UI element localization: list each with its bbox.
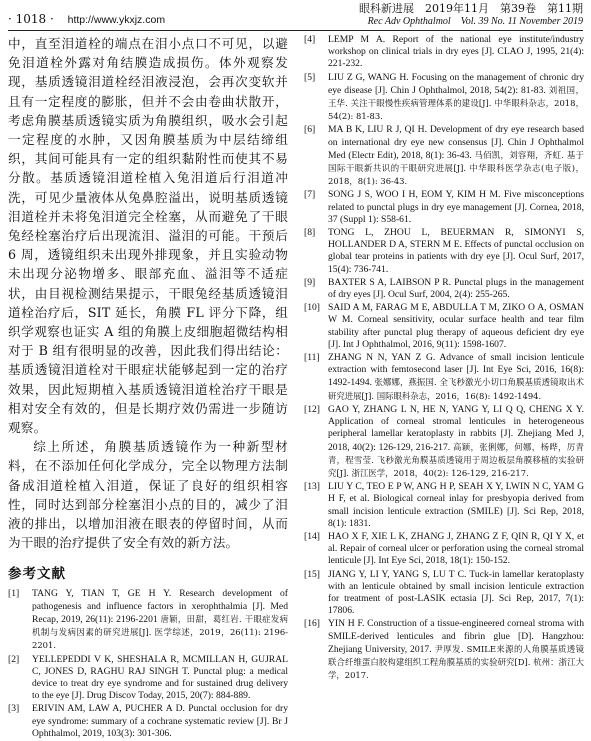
reference-text-cn: 刘祖国，王华. 关注干眼慢性疾病管理体系的建设[J]. 中华眼科杂志，2018，54(2): 81-83. [328,84,584,122]
reference-text [328,404,584,480]
article-body [8,34,288,552]
reference-text [328,352,584,403]
reference-text [328,34,584,71]
reference-number: [15] [304,568,320,580]
reference-item [304,189,584,226]
reference-text [328,481,584,530]
reference-text-en: LEMP M A. Report of the national eye institute/industry workshop on clinical trials in dry eyes [J]. CLAO J, 1995, 21(4): 221-232. [328,34,584,70]
reference-number: [13] [304,481,320,493]
reference-number: [2] [8,653,20,665]
left-column [8,34,288,741]
reference-text [328,531,584,568]
reference-text [328,569,584,618]
reference-number: [5] [304,71,316,83]
body-paragraph-2: 综上所述，角膜基质透镜作为一种新型材料，在不添加任何化学成分，完全以物理方法制备成泪道栓植入泪道，保证了良好的组织相容性，同时达到部分栓塞泪小点的目的，减少了泪液的排出，以增加泪液在眼表的停留时间，从而为干眼的治疗提供了安全有效的新方法。 [8,439,288,551]
journal-title-en: Rec Adv Ophthalmol Vol. 39 No. 11 November 2019 [367,16,583,27]
reference-text-cn: 尹厚发. SMILE来源的人角膜基质透镜联合纤维蛋白胶构建组织工程角膜基质的实验研究[D]. 杭州：浙江大学，2017. [328,643,584,681]
reference-item [8,588,288,652]
reference-text-en: LIU Y C, TEO E P W, ANG H P, SEAH X Y, LWIN N C, YAM G H F, et al. Biological corneal inlay for presbyopia derived from small incision lenticule extraction (SMILE) [J]. Sci Rep, 2018, 8(1): 1831. [328,481,584,529]
reference-number: [14] [304,530,320,542]
reference-number: [3] [8,703,20,715]
reference-text-en: ZHANG N N, YAN Z G. Advance of small incision lenticule extraction with femtosecond laser [J]. Int Eye Sci, 2016, 16(8): 1492-1494. [328,352,584,389]
reference-item [304,72,584,124]
journal-url[interactable]: http://www.ykxjz.com [67,14,166,26]
reference-item [304,569,584,618]
reference-text [328,72,584,124]
reference-number: [6] [304,124,316,136]
page-number: · 1018 · [8,12,54,26]
reference-text-en: SONG J S, WOO I H, EOM Y, KIM H M. Five misconceptions related to punctal plugs in dry eye management [J]. Cornea, 2018, 37 (Suppl 1): S58-61. [328,189,584,225]
reference-text-cn: 张娜娜，燕振国. 全飞秒激光小切口角膜基质透镜取出术研究进展[J]. 国际眼科杂志，2016，16(8): 1492-1494. [328,377,584,401]
reference-text-en: SAID A M, FARAG M E, ABDULLA T M, ZIKO O A, OSMAN W M. Corneal sensitivity, ocular surface health and tear film stability after punctal plug therapy of aqueous deficient dry eye [J]. Int J Ophthalmol, 2016, 9(11): 1598-1607. [328,302,584,350]
reference-number: [12] [304,403,320,415]
header-right [359,2,583,28]
body-paragraph-1: 中，直至泪道栓的端点在泪小点口不可见，以避免泪道栓外露对角结膜造成损伤。体外观察发现，基质透镜泪道栓经泪液浸泡，会再次变软并且有一定程度的膨胀，但并不会由卷曲状散开，考虑角膜基质透镜实质为角膜组织，吸水会引起一定程度的水肿，又因角膜基质为中层结缔组织，其间可能具有一定的组织黏附性而使其不易分散。基质透镜泪道栓植入兔泪道后行泪道冲洗，可见少量液体从兔鼻腔溢出，说明基质透镜泪道栓并未将兔泪道完全栓塞，从而避免了干眼兔经栓塞治疗后出现流泪、溢泪的可能。干预后 6 周，透镜组织未出现外排现象，并且实验动物未出现分泌物增多、眼部充血、溢泪等不适症状，由目视检测结果提示，干眼兔经基质透镜泪道栓治疗后，SIT 延长，角膜 FL 评分下降，组织学观察也证实 A 组的角膜上皮细胞超微结构相对于 B 组有很明显的改善，因此我们得出结论：基质透镜泪道栓对干眼症状能够起到一定的治疗效果，因此短期植入基质透镜泪道栓治疗干眼是相对安全有效的，但是长期疗效仍需进一步随访观察。 [8,36,288,436]
reference-text-en: JIANG Y, LI Y, YANG S, LU T C. Tuck-in lamellar keratoplasty with an lenticule obtained by small incision lenticule extraction for treatment of post-LASIK ectasia [J]. Sci Rep, 2017, 7(1): 17806. [328,568,584,617]
reference-item [304,481,584,530]
reference-text [32,703,288,740]
reference-number: [10] [304,302,320,314]
reference-text [328,227,584,276]
reference-item [304,531,584,568]
reference-text-en: YIN H F. Construction of a tissue-engineered corneal stroma with SMILE-derived lenticules and fibrin glue [D]. Hangzhou: Zhejiang University, 2017. [328,618,584,655]
reference-text-en: GAO Y, ZHANG L N, HE N, YANG Y, LI Q Q, CHENG X Y. Application of corneal stromal lenticules in heterogeneous peripheral lamellar keratoplasty in rabbits [J]. Zhejiang Med J, 2018, 40(2): 126-129, 216-217. [328,403,584,453]
references-heading: 参考文献 [8,566,66,583]
header-left [8,12,165,26]
reference-item [304,277,584,301]
reference-text-en: YELLEPEDDI V K, SHESHALA R, MCMILLAN H, GUJRAL C, JONES D, RAGHU RAJ SINGH T. Punctal plug: a medical device to treat dry eye syndrome and for sustained drug delivery to the eye [J]. Drug Discov Today, 2015, 20(7): 884-889. [32,653,288,702]
page-header [0,0,591,30]
reference-item [304,352,584,403]
reference-text-en: BAXTER S A, LAIBSON P R. Punctal plugs in the management of dry eyes [J]. Ocul Surf, 2004, 2(4): 255-265. [328,276,584,301]
right-column [304,34,584,683]
header-rule [8,30,583,31]
reference-text-en: TANG Y, TIAN T, GE H Y. Research development of pathogenesis and influence factors in xerophthalmia [J]. Med Recap, 2019, 26(11): 2196-2201 [32,588,288,625]
reference-text-en: TONG L, ZHOU L, BEUERMAN R, SIMONYI S, HOLLANDER D A, STERN M E. Effects of punctal occlusion on global tear proteins in patients with dry eye [J]. Ocul Surf, 2017, 15(4): 736-741. [328,227,584,275]
reference-item [304,302,584,351]
reference-text-en: ERIVIN AM, LAW A, PUCHER A D. Punctal occlusion for dry eye syndrome: summary of a cochrane systematic review [J]. Br J Ophthalmol, 2019, 103(3): 301-306. [32,703,288,739]
journal-title-cn: 眼科新进展 2019年11月 第39卷 第11期 [359,2,583,15]
reference-text-cn: 唐颖，田甜，葛红岩. 干眼症发病机制与发病因素的研究进展[J]. 医学综述，2019，26(11): 2196-2201. [32,613,289,651]
reference-number: [11] [304,352,320,364]
reference-text [32,588,288,652]
reference-item [304,34,584,71]
reference-number: [1] [8,588,20,600]
reference-text [328,124,584,188]
reference-item [8,703,288,740]
reference-item [304,404,584,480]
reference-number: [8] [304,227,316,239]
reference-text-cn: 马佰凯，刘容翔，齐虹. 基于国际干眼新共识的干眼研究进展[J]. 中华眼科医学杂志(电子版)，2018，8(1): 36-43. [328,149,584,187]
reference-number: [9] [304,276,316,288]
reference-text-en: HAO X F, XIE L K, ZHANG J, ZHANG Z F, QIN R, QI Y X, et al. Repair of corneal ulcer or perforation using the corneal stromal lenticule [J]. Int Eye Sci, 2018, 18(1): 150-152. [328,530,584,567]
reference-text [328,189,584,226]
reference-item [304,124,584,188]
reference-number: [16] [304,618,320,630]
reference-text [328,277,584,301]
reference-number: [4] [304,34,316,45]
reference-number: [7] [304,189,316,201]
reference-list-right [304,34,584,682]
reference-text [328,302,584,351]
reference-text-cn: 高颖，张俐娜，何娜，杨晔，厉青青，程雪莹. 飞秒激光角膜基质透镜用于周边板层角膜移植的实验研究[J]. 浙江医学，2018，40(2): 126-129, 216-217. [328,441,584,478]
reference-text-en: LIU Z G, WANG H. Focusing on the management of chronic dry eye disease [J]. Chin J Ophthalmol, 2018, 54(2): 81-83. [328,71,584,96]
reference-item [8,654,288,703]
reference-text [32,654,288,703]
reference-text [328,618,584,682]
reference-text-en: MA B K, LIU R J, QI H. Development of dry eye research based on international dry eye new consensus [J]. Chin J Ophthalmol Med (Electr Edit), 2018, 8(1): 36-43. [328,124,584,161]
reference-list-left [8,588,288,739]
reference-item [304,227,584,276]
reference-item [304,618,584,682]
